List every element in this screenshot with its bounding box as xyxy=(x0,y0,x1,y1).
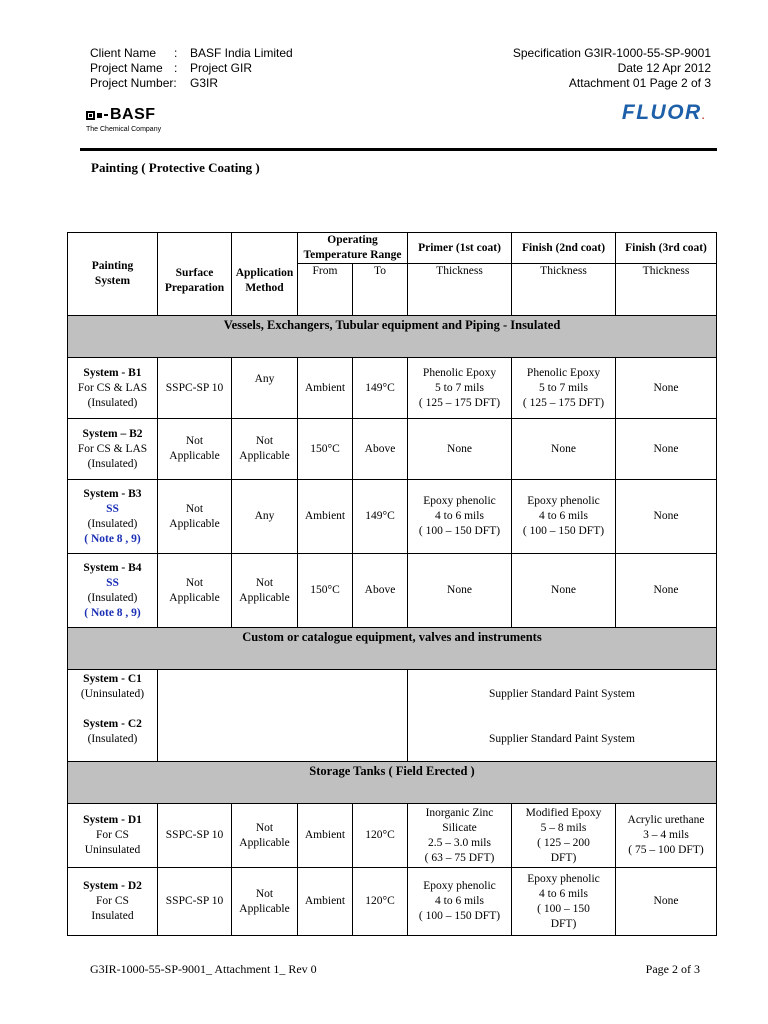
spec-number: Specification G3IR-1000-55-SP-9001 xyxy=(512,46,711,60)
header-primer-thickness: Thickness xyxy=(408,264,512,316)
number-label: Project Number: xyxy=(90,76,177,90)
d1-method: Not Applicable xyxy=(232,804,298,868)
header-surface-preparation: Surface Preparation xyxy=(158,233,232,316)
d2-primer: Epoxy phenolic 4 to 6 mils ( 100 – 150 DFT) xyxy=(408,868,512,936)
section-row xyxy=(68,628,717,670)
b1-primer: Phenolic Epoxy 5 to 7 mils ( 125 – 175 DFT) xyxy=(408,358,512,419)
document-header-left xyxy=(90,46,293,91)
basf-wordmark: BASF xyxy=(110,106,156,123)
b4-to: Above xyxy=(353,554,408,628)
b1-method: Any xyxy=(232,358,298,419)
c-paint-system: Supplier Standard Paint System Supplier Standard Paint System xyxy=(408,670,717,762)
header-application-method: Application Method xyxy=(232,233,298,316)
basf-square-icon xyxy=(86,111,95,120)
b4-finish2: None xyxy=(512,554,616,628)
header-from: From xyxy=(298,264,353,316)
b4-primer: None xyxy=(408,554,512,628)
b4-from: 150°C xyxy=(298,554,353,628)
client-value: BASF India Limited xyxy=(190,46,293,60)
d2-finish3: None xyxy=(616,868,717,936)
b3-finish3: None xyxy=(616,480,717,554)
fluor-logo xyxy=(622,101,706,125)
d1-finish2: Modified Epoxy 5 – 8 mils ( 125 – 200 DFT) xyxy=(512,804,616,868)
b1-to: 149°C xyxy=(353,358,408,419)
section-vessels: Vessels, Exchangers, Tubular equipment and Piping - Insulated xyxy=(68,316,717,358)
attachment-page: Attachment 01 Page 2 of 3 xyxy=(568,76,711,90)
b1-finish3: None xyxy=(616,358,717,419)
b3-primer: Epoxy phenolic 4 to 6 mils ( 100 – 150 DFT) xyxy=(408,480,512,554)
section-row xyxy=(68,316,717,358)
b2-to: Above xyxy=(353,419,408,480)
d2-surface: SSPC-SP 10 xyxy=(158,868,232,936)
b1-from: Ambient xyxy=(298,358,353,419)
basf-mark xyxy=(86,106,161,124)
system-b2: System – B2 For CS & LAS (Insulated) xyxy=(68,419,158,480)
table-row-b2 xyxy=(68,419,717,480)
system-c: System - C1 (Uninsulated) System - C2 (Insulated) xyxy=(68,670,158,762)
client-row xyxy=(90,46,293,61)
footer-document-id: G3IR-1000-55-SP-9001_ Attachment 1_ Rev 0 xyxy=(90,962,317,976)
d1-surface: SSPC-SP 10 xyxy=(158,804,232,868)
header-primer: Primer (1st coat) xyxy=(408,233,512,264)
d2-method: Not Applicable xyxy=(232,868,298,936)
b4-surface: Not Applicable xyxy=(158,554,232,628)
section-custom-equipment: Custom or catalogue equipment, valves and instruments xyxy=(68,628,717,670)
header-finish2-thickness: Thickness xyxy=(512,264,616,316)
basf-logo xyxy=(86,106,161,133)
table-row-d1 xyxy=(68,804,717,868)
b2-finish3: None xyxy=(616,419,717,480)
header-operating-range: Operating Temperature Range xyxy=(298,233,408,264)
header-to: To xyxy=(353,264,408,316)
d2-to: 120°C xyxy=(353,868,408,936)
number-value: G3IR xyxy=(190,76,219,90)
b2-from: 150°C xyxy=(298,419,353,480)
fluor-wordmark: FLUOR xyxy=(621,101,702,124)
colon: : xyxy=(174,61,178,75)
b3-from: Ambient xyxy=(298,480,353,554)
table-row-c xyxy=(68,670,717,762)
c-blank-cell xyxy=(158,670,408,762)
b2-surface: Not Applicable xyxy=(158,419,232,480)
section-storage-tanks: Storage Tanks ( Field Erected ) xyxy=(68,762,717,804)
d1-to: 120°C xyxy=(353,804,408,868)
header-painting-system: Painting System xyxy=(68,233,158,316)
d2-finish2: Epoxy phenolic 4 to 6 mils ( 100 – 150 DFT) xyxy=(512,868,616,936)
system-b4: System - B4 SS (Insulated) ( Note 8 , 9) xyxy=(68,554,158,628)
system-b3: System - B3 SS (Insulated) ( Note 8 , 9) xyxy=(68,480,158,554)
footer-page-number: Page 2 of 3 xyxy=(645,962,700,976)
system-d1: System - D1 For CS Uninsulated xyxy=(68,804,158,868)
section-row xyxy=(68,762,717,804)
header-finish-2nd: Finish (2nd coat) xyxy=(512,233,616,264)
b3-surface: Not Applicable xyxy=(158,480,232,554)
colon: : xyxy=(174,46,178,60)
project-label: Project Name xyxy=(90,61,163,75)
table-row-d2 xyxy=(68,868,717,936)
table-row-b4 xyxy=(68,554,717,628)
b1-surface: SSPC-SP 10 xyxy=(158,358,232,419)
d1-from: Ambient xyxy=(298,804,353,868)
d1-finish3: Acrylic urethane 3 – 4 mils ( 75 – 100 DFT) xyxy=(616,804,717,868)
b2-method: Not Applicable xyxy=(232,419,298,480)
b4-finish3: None xyxy=(616,554,717,628)
b3-method: Any xyxy=(232,480,298,554)
number-row xyxy=(90,76,293,91)
project-row xyxy=(90,61,293,76)
spec-date: Date 12 Apr 2012 xyxy=(617,61,711,75)
page-title: Painting ( Protective Coating ) xyxy=(91,160,260,175)
d2-from: Ambient xyxy=(298,868,353,936)
system-b1: System - B1 For CS & LAS (Insulated) xyxy=(68,358,158,419)
table-row-b1 xyxy=(68,358,717,419)
header-row-1 xyxy=(68,233,717,264)
system-d2: System - D2 For CS Insulated xyxy=(68,868,158,936)
b2-primer: None xyxy=(408,419,512,480)
header-finish3-thickness: Thickness xyxy=(616,264,717,316)
header-divider xyxy=(80,148,717,151)
fluor-dot: . xyxy=(701,111,706,122)
painting-spec-table xyxy=(67,232,717,936)
b3-to: 149°C xyxy=(353,480,408,554)
d1-primer: Inorganic Zinc Silicate 2.5 – 3.0 mils ( 63 – 75 DFT) xyxy=(408,804,512,868)
b1-finish2: Phenolic Epoxy 5 to 7 mils ( 125 – 175 DFT) xyxy=(512,358,616,419)
basf-tagline: The Chemical Company xyxy=(86,126,162,133)
document-header-right xyxy=(513,46,711,91)
basf-square-small-icon xyxy=(97,113,102,118)
table-row-b3 xyxy=(68,480,717,554)
header-finish-3rd: Finish (3rd coat) xyxy=(616,233,717,264)
b2-finish2: None xyxy=(512,419,616,480)
b4-method: Not Applicable xyxy=(232,554,298,628)
client-label: Client Name xyxy=(90,46,157,60)
project-value: Project GIR xyxy=(190,61,253,75)
basf-dash-icon xyxy=(104,114,108,116)
b3-finish2: Epoxy phenolic 4 to 6 mils ( 100 – 150 DFT) xyxy=(512,480,616,554)
